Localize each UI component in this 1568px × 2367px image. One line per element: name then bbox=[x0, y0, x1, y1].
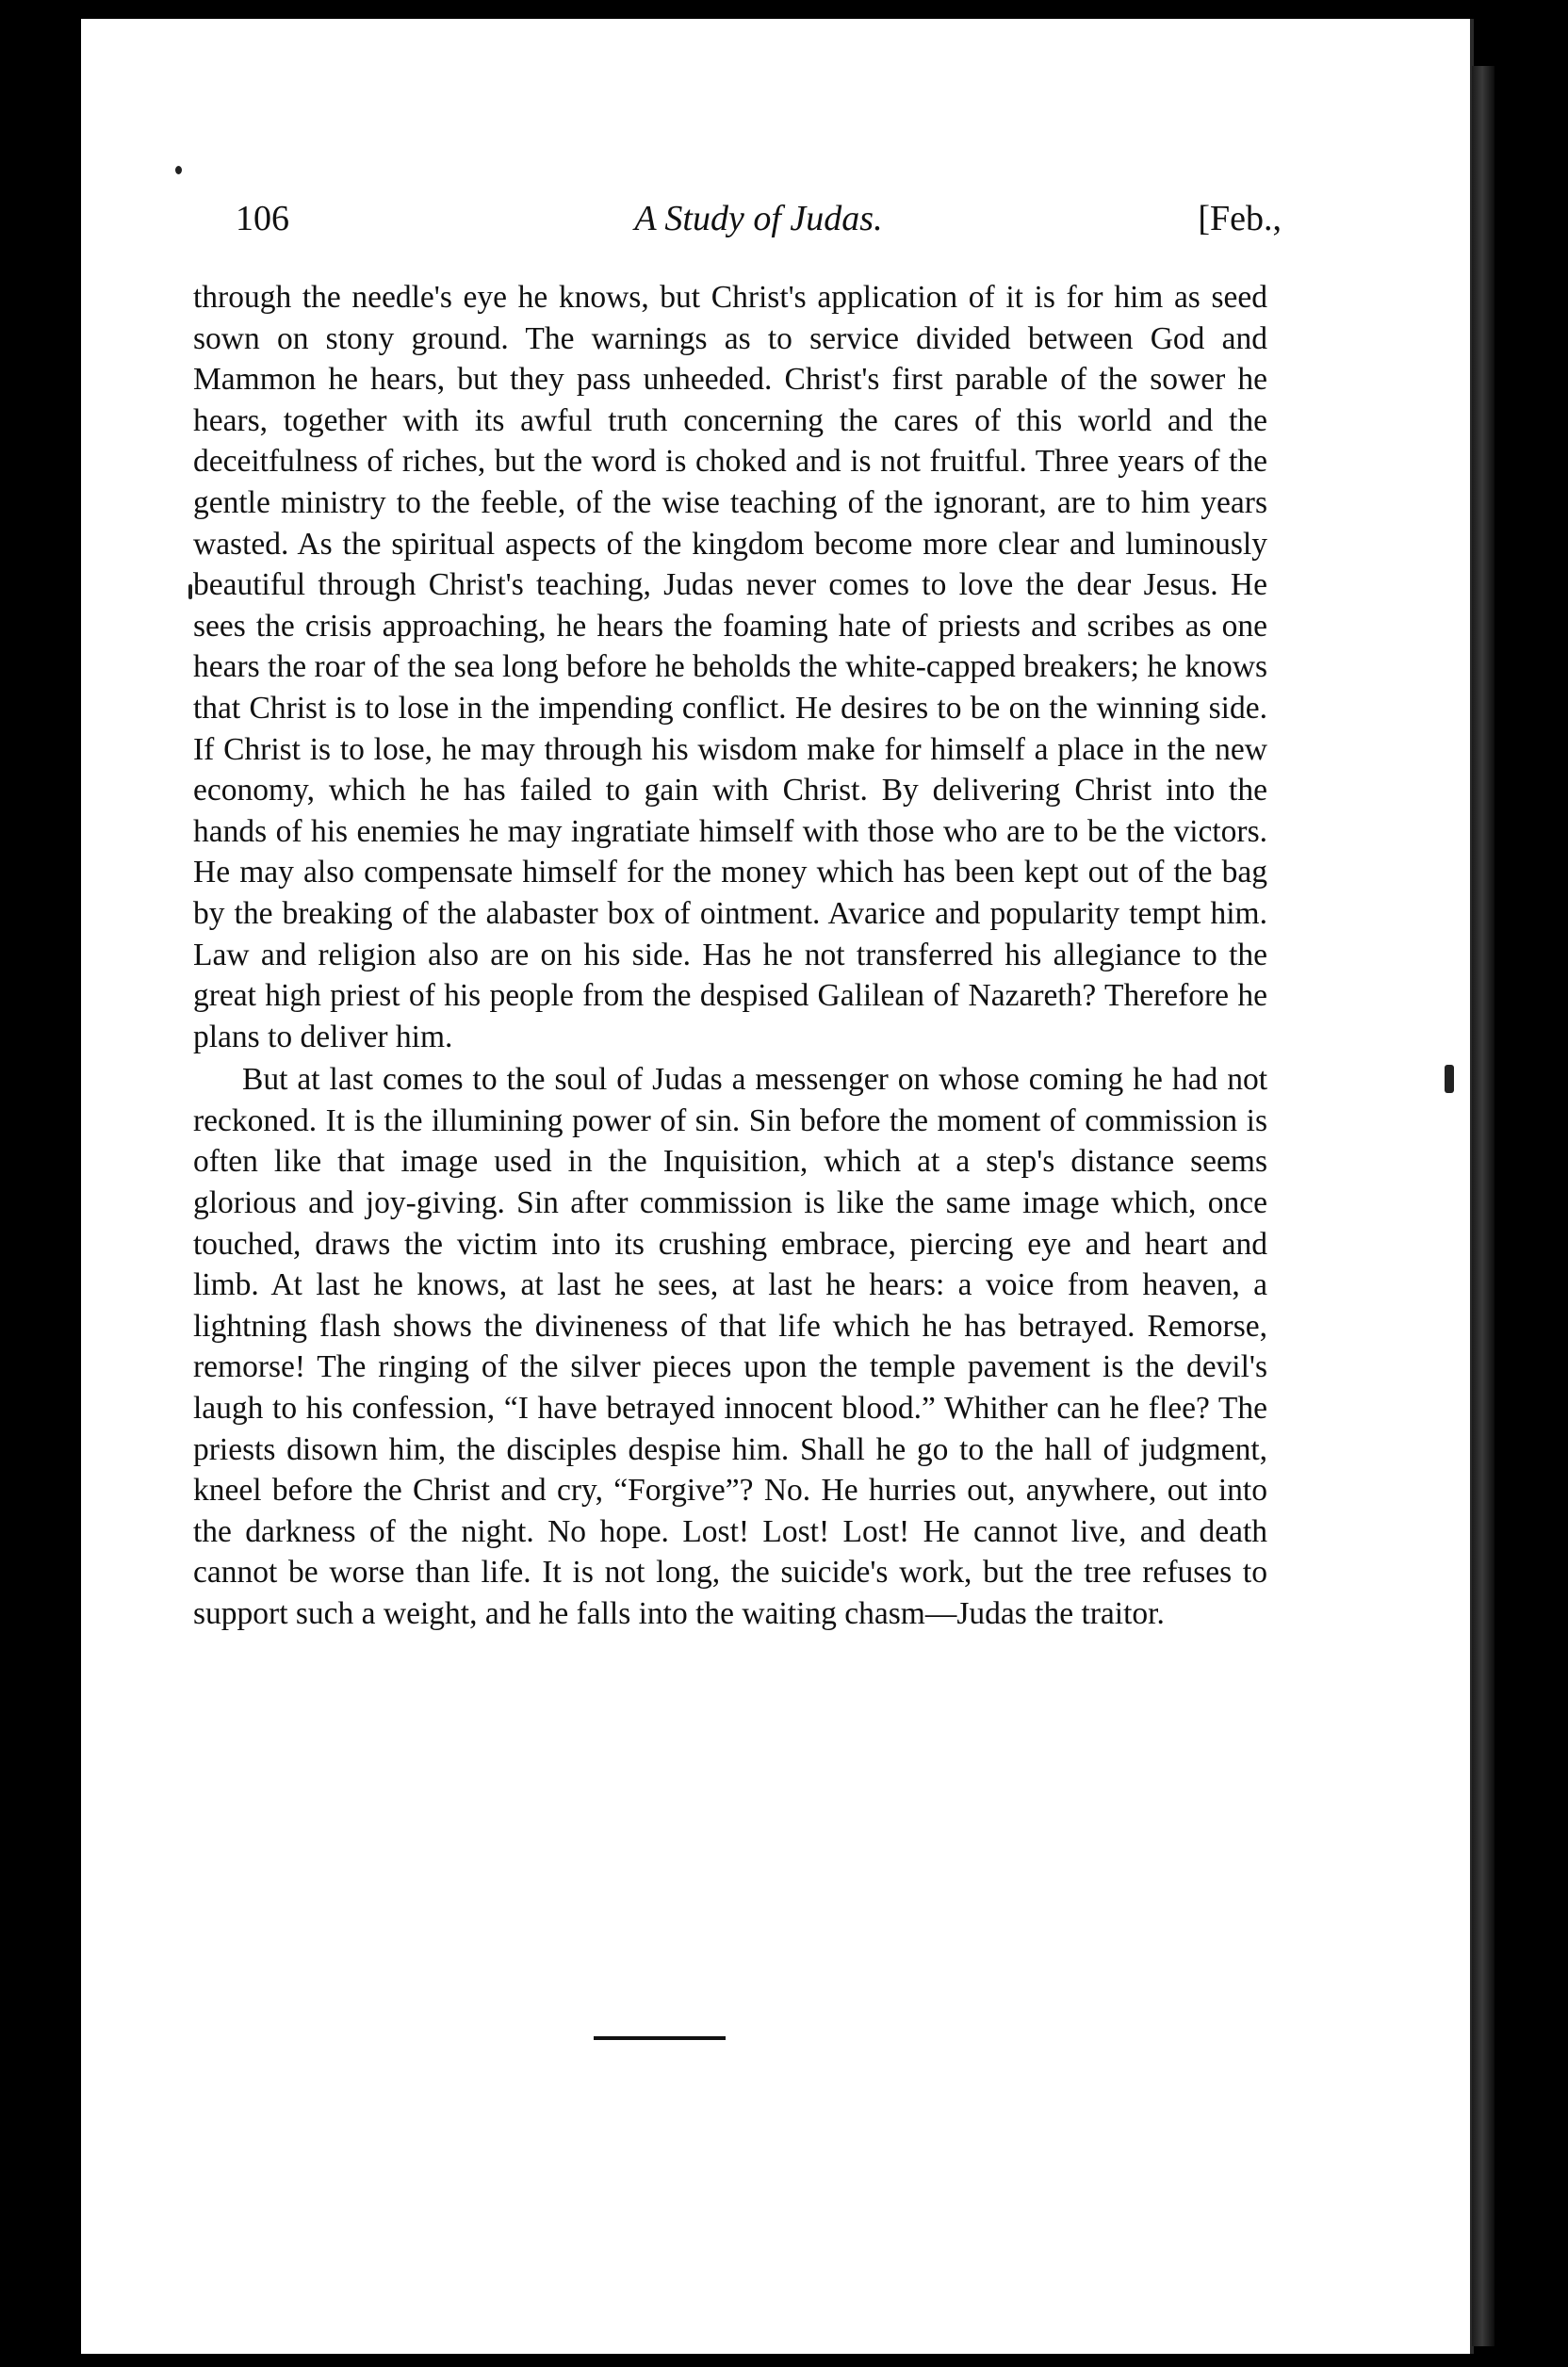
running-date: [Feb., bbox=[1198, 199, 1282, 238]
ink-speck bbox=[1445, 1065, 1454, 1093]
body-text bbox=[193, 277, 1267, 1635]
book-spine bbox=[1472, 66, 1494, 2346]
paragraph: through the needle's eye he knows, but Christ's application of it is for him as seed sown on stony ground. The warnings as to service divided between God and Mammon he hears, but they pass unheeded. Christ's first parable of the sower he hears, together with its awful truth concerning the cares of this world and the deceitfulness of riches, but the word is choked and is not fruitful. Three years of the gentle ministry to the feeble, of the wise teaching of the ignorant, are to him years wasted. As the spiritual aspects of the kingdom become more clear and luminously beautiful through Christ's teaching, Judas never comes to love the dear Jesus. He sees the crisis approaching, he hears the foaming hate of priests and scribes as one hears the roar of the sea long before he beholds the white-capped breakers; he knows that Christ is to lose in the impending conflict. He desires to be on the winning side. If Christ is to lose, he may through his wisdom make for himself a place in the new economy, which he has failed to gain with Christ. By delivering Christ into the hands of his enemies he may ingratiate himself with those who are to be the victors. He may also compensate himself for the money which has been kept out of the bag by the breaking of the alabaster box of ointment. Avarice and popularity tempt him. Law and religion also are on his side. Has he not transferred his allegiance to the great high priest of his people from the despised Galilean of Nazareth? Therefore he plans to deliver him. bbox=[193, 280, 1267, 1054]
ink-speck bbox=[188, 584, 192, 599]
running-header bbox=[236, 198, 1282, 254]
page-number: 106 bbox=[236, 199, 289, 238]
running-title: A Study of Judas. bbox=[634, 199, 883, 238]
section-divider-rule bbox=[594, 2036, 726, 2040]
ink-speck bbox=[175, 166, 182, 174]
paragraph: But at last comes to the soul of Judas a messenger on whose coming he had not reckoned. It is the illumining power of sin. Sin before the moment of commission is often like that image used in the Inquisition, which at a step's distance seems glorious and joy-giving. Sin after commission is like the same image which, once touched, draws the victim into its crushing embrace, piercing eye and heart and limb. At last he knows, at last he sees, at last he hears: a voice from heaven, a lightning flash shows the divineness of that life which he has betrayed. Remorse, remorse! The ringing of the silver pieces upon the temple pavement is the devil's laugh to his confession, “I have betrayed innocent blood.” Whither can he flee? The priests disown him, the disciples despise him. Shall he go to the hall of judgment, kneel before the Christ and cry, “Forgive”? No. He hurries out, anywhere, out into the darkness of the night. No hope. Lost! Lost! Lost! He cannot live, and death cannot be worse than life. It is not long, the suicide's work, but the tree refuses to support such a weight, and he falls into the waiting chasm—Judas the traitor. bbox=[193, 1062, 1267, 1631]
